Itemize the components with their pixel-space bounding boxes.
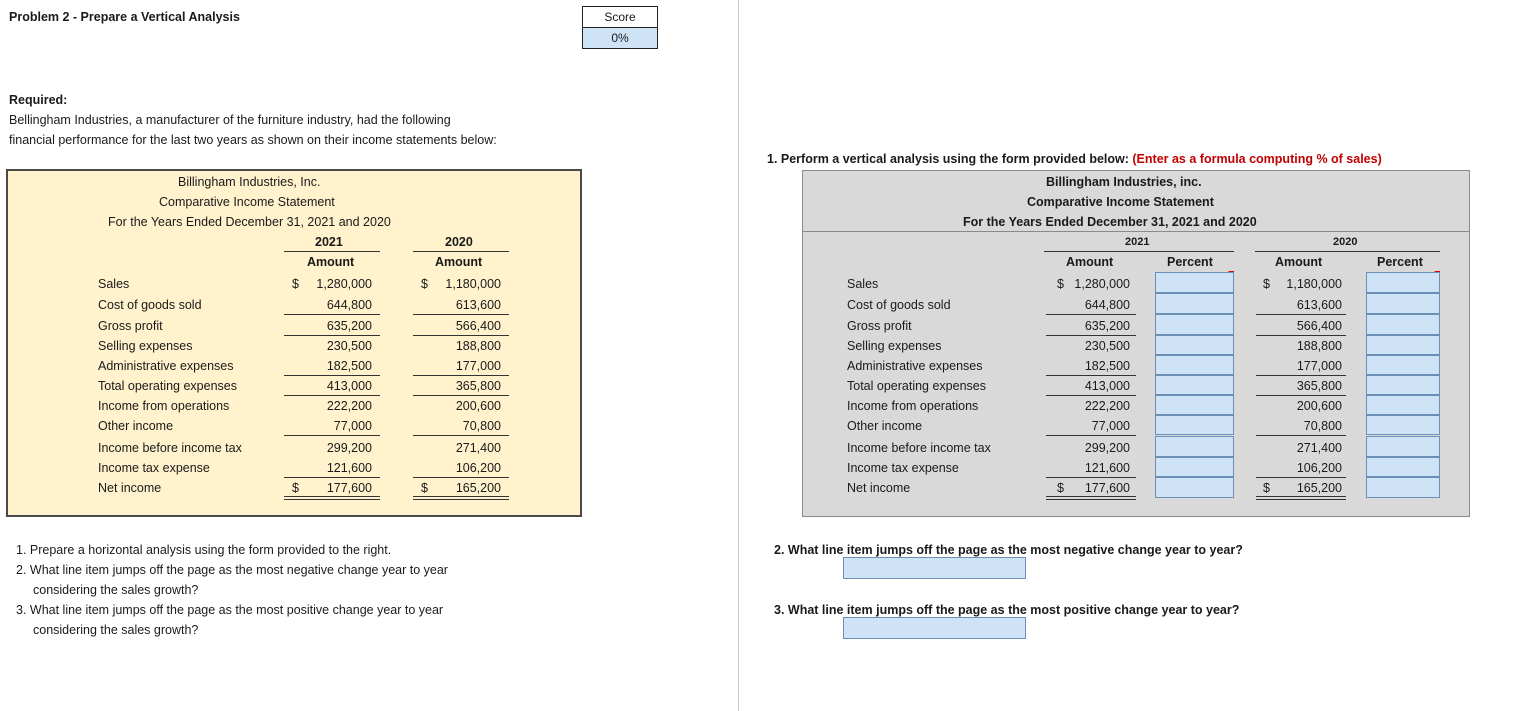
percent-input-2021[interactable] bbox=[1155, 457, 1234, 477]
left-value-2021: 299,200 bbox=[326, 441, 372, 455]
right-amount-2021: 177,600 bbox=[1084, 481, 1130, 495]
right-amount-2020: 200,600 bbox=[1296, 399, 1342, 413]
right-row-label: Administrative expenses bbox=[847, 359, 983, 373]
right-company-name: Billingham Industries, inc. bbox=[1046, 175, 1202, 189]
percent-input-2020[interactable] bbox=[1366, 436, 1440, 457]
left-question-3: 3. What line item jumps off the page as the most positive change year to year bbox=[16, 603, 444, 617]
left-question-2: 2. What line item jumps off the page as the most negative change year to year bbox=[16, 563, 448, 577]
right-row-label: Income tax expense bbox=[847, 461, 959, 475]
negative-change-answer[interactable] bbox=[843, 557, 1026, 579]
left-value-2020: 106,200 bbox=[455, 461, 501, 475]
right-statement-title: Comparative Income Statement bbox=[1027, 195, 1214, 209]
left-currency-2021: $ bbox=[292, 277, 299, 291]
right-year-2021: 2021 bbox=[1125, 236, 1150, 248]
right-amount-2021: 121,600 bbox=[1084, 461, 1130, 475]
right-amount-2021: 635,200 bbox=[1084, 319, 1130, 333]
percent-input-2021[interactable] bbox=[1155, 272, 1234, 293]
left-value-2021: 230,500 bbox=[326, 339, 372, 353]
right-amount-2020: 566,400 bbox=[1296, 319, 1342, 333]
left-year-2021: 2021 bbox=[315, 235, 343, 249]
left-row-label: Net income bbox=[98, 481, 162, 495]
right-row-label: Income from operations bbox=[847, 399, 979, 413]
right-row-label: Sales bbox=[847, 277, 879, 291]
left-value-2021: 222,200 bbox=[326, 399, 372, 413]
right-question-2: 2. What line item jumps off the page as the most negative change year to year? bbox=[774, 543, 1243, 557]
right-statement-period: For the Years Ended December 31, 2021 and 2020 bbox=[963, 215, 1257, 229]
left-year-2020: 2020 bbox=[445, 235, 473, 249]
left-row-label: Other income bbox=[98, 419, 174, 433]
percent-input-2020[interactable] bbox=[1366, 457, 1440, 477]
left-amount-header-2020: Amount bbox=[435, 255, 483, 269]
percent-input-2021[interactable] bbox=[1155, 355, 1234, 375]
left-value-2020: 188,800 bbox=[455, 339, 501, 353]
percent-input-2021[interactable] bbox=[1155, 436, 1234, 457]
left-row-label: Gross profit bbox=[98, 319, 163, 333]
panel-divider bbox=[738, 0, 739, 711]
right-amount-header-2021: Amount bbox=[1066, 255, 1114, 269]
left-value-2020: 271,400 bbox=[455, 441, 501, 455]
percent-input-2021[interactable] bbox=[1155, 375, 1234, 395]
right-year-2020: 2020 bbox=[1333, 236, 1358, 248]
left-value-2020: 200,600 bbox=[455, 399, 501, 413]
left-row-label: Administrative expenses bbox=[98, 359, 234, 373]
right-amount-2021: 644,800 bbox=[1084, 298, 1130, 312]
right-currency-2021: $ bbox=[1057, 481, 1064, 495]
left-currency-2021: $ bbox=[292, 481, 299, 495]
right-row-label: Income before income tax bbox=[847, 441, 991, 455]
left-value-2020: 1,180,000 bbox=[445, 277, 501, 291]
left-row-label: Sales bbox=[98, 277, 130, 291]
right-row-label: Cost of goods sold bbox=[847, 298, 951, 312]
left-value-2021: 413,000 bbox=[326, 379, 372, 393]
percent-input-2020[interactable] bbox=[1366, 477, 1440, 498]
right-currency-2020: $ bbox=[1263, 277, 1270, 291]
right-amount-2021: 299,200 bbox=[1084, 441, 1130, 455]
left-company-name: Billingham Industries, Inc. bbox=[178, 175, 321, 189]
right-question-3: 3. What line item jumps off the page as the most positive change year to year? bbox=[774, 603, 1240, 617]
positive-change-answer[interactable] bbox=[843, 617, 1026, 639]
right-amount-2021: 182,500 bbox=[1084, 359, 1130, 373]
percent-input-2020[interactable] bbox=[1366, 355, 1440, 375]
left-value-2021: 1,280,000 bbox=[316, 277, 372, 291]
right-amount-2020: 70,800 bbox=[1303, 419, 1342, 433]
score-label: Score bbox=[604, 10, 636, 24]
left-value-2021: 644,800 bbox=[326, 298, 372, 312]
left-value-2020: 70,800 bbox=[462, 419, 501, 433]
right-row-label: Selling expenses bbox=[847, 339, 942, 353]
percent-input-2020[interactable] bbox=[1366, 314, 1440, 335]
right-amount-2021: 230,500 bbox=[1084, 339, 1130, 353]
left-value-2021: 635,200 bbox=[326, 319, 372, 333]
right-amount-2020: 165,200 bbox=[1296, 481, 1342, 495]
percent-input-2021[interactable] bbox=[1155, 477, 1234, 498]
right-percent-header-2021: Percent bbox=[1167, 255, 1213, 269]
left-value-2021: 121,600 bbox=[326, 461, 372, 475]
percent-input-2020[interactable] bbox=[1366, 375, 1440, 395]
right-amount-2021: 413,000 bbox=[1084, 379, 1130, 393]
percent-input-2021[interactable] bbox=[1155, 293, 1234, 314]
left-value-2021: 177,600 bbox=[326, 481, 372, 495]
right-percent-header-2020: Percent bbox=[1377, 255, 1423, 269]
right-amount-2020: 188,800 bbox=[1296, 339, 1342, 353]
right-currency-2021: $ bbox=[1057, 277, 1064, 291]
right-amount-2020: 177,000 bbox=[1296, 359, 1342, 373]
instruction-highlight: (Enter as a formula computing % of sales) bbox=[1132, 152, 1382, 166]
left-question-3-cont: considering the sales growth? bbox=[33, 623, 199, 637]
vertical-analysis-instruction bbox=[767, 152, 1382, 166]
percent-input-2020[interactable] bbox=[1366, 415, 1440, 435]
problem-title: Problem 2 - Prepare a Vertical Analysis bbox=[9, 10, 240, 24]
left-row-label: Selling expenses bbox=[98, 339, 193, 353]
left-value-2021: 182,500 bbox=[326, 359, 372, 373]
left-statement-period: For the Years Ended December 31, 2021 and 2020 bbox=[108, 215, 391, 229]
left-row-label: Cost of goods sold bbox=[98, 298, 202, 312]
left-value-2021: 77,000 bbox=[333, 419, 372, 433]
left-value-2020: 165,200 bbox=[455, 481, 501, 495]
percent-input-2020[interactable] bbox=[1366, 395, 1440, 415]
percent-input-2020[interactable] bbox=[1366, 293, 1440, 314]
score-box bbox=[582, 6, 658, 49]
right-amount-2020: 271,400 bbox=[1296, 441, 1342, 455]
right-row-label: Other income bbox=[847, 419, 923, 433]
right-row-label: Gross profit bbox=[847, 319, 912, 333]
left-amount-header-2021: Amount bbox=[307, 255, 355, 269]
percent-input-2021[interactable] bbox=[1155, 314, 1234, 335]
instruction-text: 1. Perform a vertical analysis using the form provided below: bbox=[767, 152, 1133, 166]
right-amount-2020: 365,800 bbox=[1296, 379, 1342, 393]
left-value-2020: 613,600 bbox=[455, 298, 501, 312]
right-amount-2020: 1,180,000 bbox=[1286, 277, 1342, 291]
right-amount-2020: 613,600 bbox=[1296, 298, 1342, 312]
required-line-2: financial performance for the last two years as shown on their income statements below: bbox=[9, 133, 497, 147]
right-row-label: Total operating expenses bbox=[847, 379, 986, 393]
percent-input-2020[interactable] bbox=[1366, 335, 1440, 355]
score-value: 0% bbox=[583, 27, 657, 48]
left-row-label: Income before income tax bbox=[98, 441, 242, 455]
left-row-label: Income from operations bbox=[98, 399, 230, 413]
left-value-2020: 566,400 bbox=[455, 319, 501, 333]
left-value-2020: 365,800 bbox=[455, 379, 501, 393]
right-amount-header-2020: Amount bbox=[1275, 255, 1323, 269]
right-row-label: Net income bbox=[847, 481, 911, 495]
left-currency-2020: $ bbox=[421, 481, 428, 495]
right-amount-2020: 106,200 bbox=[1296, 461, 1342, 475]
left-question-2-cont: considering the sales growth? bbox=[33, 583, 199, 597]
percent-input-2021[interactable] bbox=[1155, 415, 1234, 435]
percent-input-2021[interactable] bbox=[1155, 395, 1234, 415]
left-currency-2020: $ bbox=[421, 277, 428, 291]
right-currency-2020: $ bbox=[1263, 481, 1270, 495]
required-line-1: Bellingham Industries, a manufacturer of the furniture industry, had the following bbox=[9, 113, 451, 127]
right-amount-2021: 77,000 bbox=[1091, 419, 1130, 433]
required-heading: Required: bbox=[9, 93, 68, 107]
right-amount-2021: 222,200 bbox=[1084, 399, 1130, 413]
left-statement-title: Comparative Income Statement bbox=[159, 195, 335, 209]
left-row-label: Total operating expenses bbox=[98, 379, 237, 393]
percent-input-2020[interactable] bbox=[1366, 272, 1440, 293]
right-amount-2021: 1,280,000 bbox=[1074, 277, 1130, 291]
percent-input-2021[interactable] bbox=[1155, 335, 1234, 355]
left-value-2020: 177,000 bbox=[455, 359, 501, 373]
left-row-label: Income tax expense bbox=[98, 461, 210, 475]
left-question-1: 1. Prepare a horizontal analysis using the form provided to the right. bbox=[16, 543, 392, 557]
